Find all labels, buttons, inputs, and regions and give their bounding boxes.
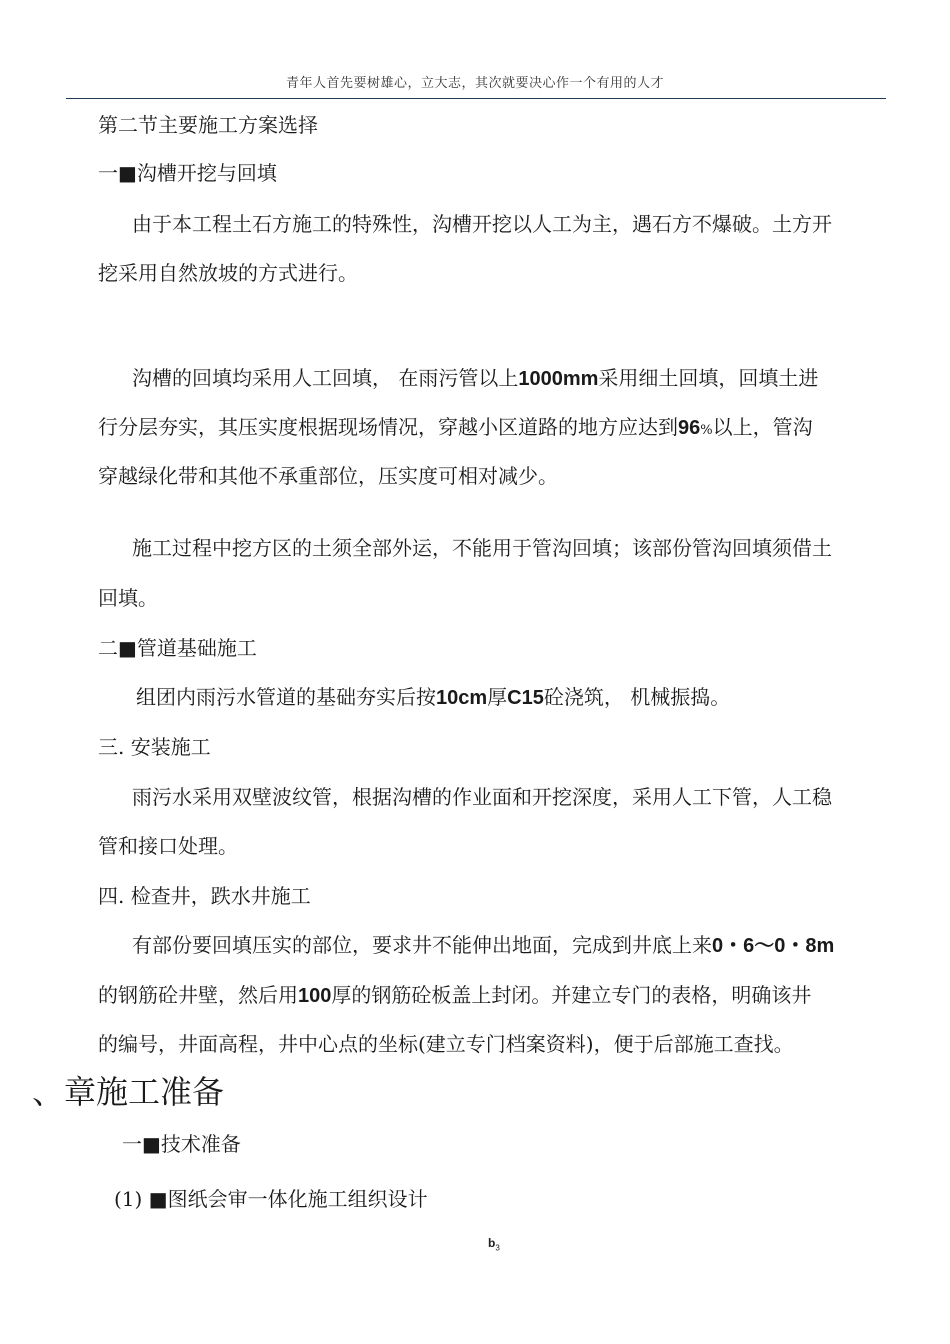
- text-run: 采用细土回填，回填土进: [598, 366, 819, 390]
- numeric-value: 1000mm: [518, 368, 599, 390]
- numeric-value: 96: [678, 417, 701, 439]
- paragraph-line: 回填。: [98, 586, 158, 610]
- paragraph-line: 施工过程中挖方区的土须全部外运，不能用于管沟回填；该部份管沟回填须借土: [132, 536, 832, 560]
- heading-technical-preparation: 一■技术准备: [122, 1132, 241, 1156]
- paragraph-line: [136, 684, 730, 711]
- paragraph-line: [98, 414, 813, 444]
- numeric-value: C15: [507, 687, 544, 709]
- text-run: 行分层夯实，其压实度根据现场情况，穿越小区道路的地方应达到: [98, 415, 678, 439]
- percent-sign: %: [700, 423, 713, 438]
- paragraph-line: 挖采用自然放坡的方式进行。: [98, 261, 358, 285]
- text-run: 组团内雨污水管道的基础夯实后按: [136, 685, 436, 709]
- text-run: 以上，管沟: [712, 415, 813, 439]
- page-number-sub: 3: [495, 1243, 500, 1253]
- paragraph-line: 由于本工程土石方施工的特殊性，沟槽开挖以人工为主，遇石方不爆破。土方开: [132, 212, 832, 236]
- header-divider: [66, 98, 886, 99]
- paragraph-line: 雨污水采用双壁波纹管，根据沟槽的作业面和开挖深度，采用人工下管，人工稳: [132, 785, 832, 809]
- text-run: 砼浇筑， 机械振捣。: [543, 685, 731, 709]
- chapter-title: 、章施工准备: [32, 1073, 225, 1111]
- text-run: 有部份要回填压实的部位，要求井不能伸出地面，完成到井底上来: [132, 933, 712, 957]
- paragraph-line: 的编号，井面高程，井中心点的坐标(建立专门档案资料)，便于后部施工查找。: [98, 1032, 794, 1056]
- paragraph-line: [132, 932, 834, 959]
- text-run: 沟槽的回填均采用人工回填， 在雨污管以上: [132, 366, 519, 390]
- page-number-main: b: [488, 1236, 496, 1250]
- list-item: (1) ■图纸会审一体化施工组织设计: [114, 1187, 428, 1211]
- text-run: 厚: [487, 685, 508, 709]
- paragraph-line: [98, 982, 811, 1009]
- numeric-value: 0・6〜0・8m: [712, 935, 835, 957]
- heading-installation: 三. 安装施工: [98, 735, 211, 759]
- heading-inspection-well: 四. 检查井，跌水井施工: [98, 884, 311, 908]
- text-run: 的钢筋砼井壁，然后用: [98, 983, 298, 1007]
- paragraph-line: 穿越绿化带和其他不承重部位，压实度可相对减少。: [98, 464, 558, 488]
- page-number: [488, 1236, 500, 1252]
- section-title: 第二节主要施工方案选择: [98, 113, 318, 137]
- numeric-value: 100: [298, 985, 332, 1007]
- page-header-motto: 青年人首先要树雄心，立大志，其次就要决心作一个有用的人才: [285, 76, 664, 91]
- paragraph-line: [132, 365, 818, 392]
- heading-trench-excavation: 一■沟槽开挖与回填: [98, 161, 277, 185]
- numeric-value: 10cm: [436, 687, 488, 709]
- paragraph-line: 管和接口处理。: [98, 834, 238, 858]
- text-run: 厚的钢筋砼板盖上封闭。并建立专门的表格，明确该井: [331, 983, 812, 1007]
- heading-pipe-foundation: 二■管道基础施工: [98, 636, 257, 660]
